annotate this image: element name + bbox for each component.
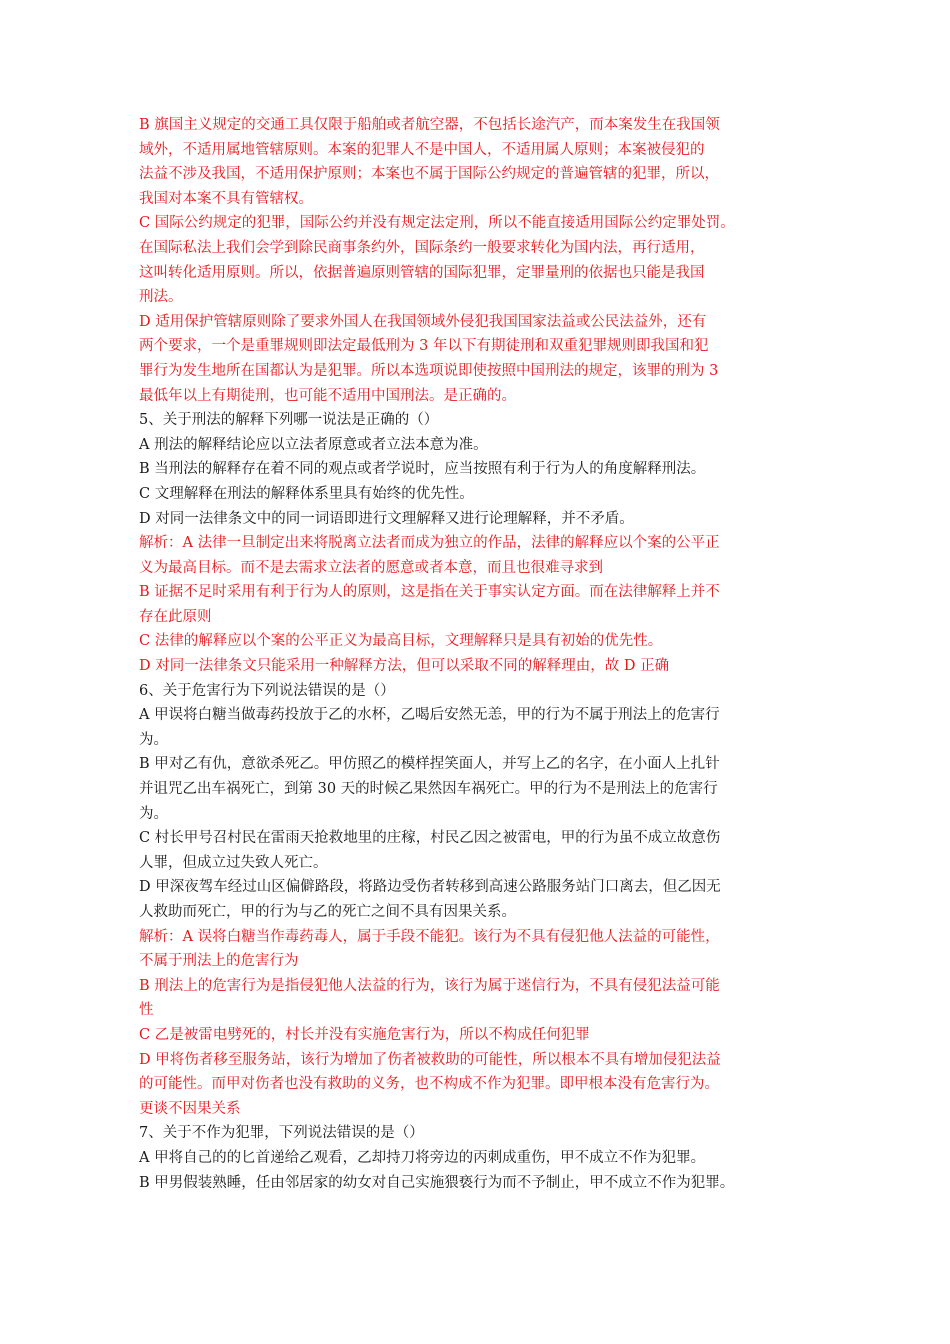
question-heading: 5、关于刑法的解释下列哪一说法是正确的（） (139, 412, 439, 429)
analysis-line: B 证据不足时采用有利于行为人的原则，这是指在关于事实认定方面。而在法律解释上并不 (139, 584, 720, 601)
analysis-line: C 法律的解释应以个案的公平正义为最高目标，文理解释只是具有初始的优先性。 (139, 633, 663, 650)
analysis-line: 义为最高目标。而不是去需求立法者的愿意或者本意，而且也很难寻求到 (139, 559, 603, 576)
analysis-line: 存在此原则 (139, 608, 212, 625)
answer-text-line: 两个要求，一个是重罪规则即法定最低刑为 3 年以下有期徒刑和双重犯罪规则即我国和犯 (139, 338, 709, 355)
analysis-line: B 刑法上的危害行为是指侵犯他人法益的行为，该行为属于迷信行为，不具有侵犯法益可能 (139, 977, 720, 994)
question-option: 人罪，但成立过失致人死亡。 (139, 854, 328, 871)
answer-text-line: 域外，不适用属地管辖原则。本案的犯罪人不是中国人，不适用属人原则；本案被侵犯的 (139, 141, 705, 158)
answer-text-line: 罪行为发生地所在国都认为是犯罪。所以本选项说即使按照中国刑法的规定，该罪的刑为 3 (139, 362, 719, 379)
analysis-line: 不属于刑法上的危害行为 (139, 953, 299, 970)
question-option: D 甲深夜驾车经过山区偏僻路段，将路边受伤者转移到高速公路服务站门口离去，但乙因无 (139, 879, 721, 896)
answer-text-line: 这叫转化适用原则。所以，依据普遍原则管辖的国际犯罪，定罪量刑的依据也只能是我国 (139, 264, 705, 281)
analysis-line: D 对同一法律条文只能采用一种解释方法，但可以采取不同的解释理由，故 D 正确 (139, 658, 670, 675)
question-option: 为。 (139, 805, 168, 822)
question-option: 并诅咒乙出车祸死亡，到第 30 天的时候乙果然因车祸死亡。甲的行为不是刑法上的危害行 (139, 781, 718, 798)
question-option: A 甲将自己的的匕首递给乙观看，乙却持刀将旁边的丙刺成重伤，甲不成立不作为犯罪。 (139, 1149, 706, 1166)
analysis-line: 更谈不因果关系 (139, 1100, 241, 1117)
document-body (139, 113, 839, 1195)
question-heading: 6、关于危害行为下列说法错误的是（） (139, 682, 395, 699)
question-option: B 当刑法的解释存在着不同的观点或者学说时，应当按照有利于行为人的角度解释刑法。 (139, 461, 706, 478)
question-option: A 刑法的解释结论应以立法者原意或者立法本意为准。 (139, 436, 488, 453)
analysis-line: 的可能性。而甲对伤者也没有救助的义务，也不构成不作为犯罪。即甲根本没有危害行为。 (139, 1076, 719, 1093)
answer-text-line: 在国际私法上我们会学到除民商事条约外，国际条约一般要求转化为国内法，再行适用， (139, 239, 705, 256)
analysis-line: 解析：A 误将白糖当作毒药毒人，属于手段不能犯。该行为不具有侵犯他人法益的可能性， (139, 928, 720, 945)
answer-text-line: B 旗国主义规定的交通工具仅限于船舶或者航空器，不包括长途汽产，而本案发生在我国领 (139, 117, 720, 133)
question-option: D 对同一法律条文中的同一词语即进行文理解释又进行论理解释，并不矛盾。 (139, 510, 634, 527)
question-option: B 甲对乙有仇，意欲杀死乙。甲仿照乙的模样捏笑面人，并写上乙的名字，在小面人上扎针 (139, 756, 720, 773)
question-option: 人救助而死亡，甲的行为与乙的死亡之间不具有因果关系。 (139, 904, 516, 920)
question-option: A 甲误将白糖当做毒药投放于乙的水杯，乙喝后安然无恙，甲的行为不属于刑法上的危害行 (139, 707, 720, 724)
analysis-line: 解析：A 法律一旦制定出来将脱离立法者而成为独立的作品，法律的解释应以个案的公平正 (139, 535, 720, 552)
answer-text-line: C 国际公约规定的犯罪，国际公约并没有规定法定刑，所以不能直接适用国际公约定罪处罚。 (139, 215, 735, 232)
answer-text-line: 刑法。 (139, 289, 183, 306)
analysis-line: C 乙是被雷电劈死的，村长并没有实施危害行为，所以不构成任何犯罪 (139, 1026, 590, 1043)
question-option: 为。 (139, 731, 168, 748)
question-option: B 甲男假装熟睡，任由邻居家的幼女对自己实施猥亵行为而不予制止，甲不成立不作为犯罪。 (139, 1174, 735, 1191)
answer-text-line: 法益不涉及我国，不适用保护原则；本案也不属于国际公约规定的普遍管辖的犯罪，所以， (139, 166, 719, 183)
answer-text-line: 我国对本案不具有管辖权。 (139, 190, 313, 207)
analysis-line: 性 (139, 1002, 154, 1019)
question-option: C 文理解释在刑法的解释体系里具有始终的优先性。 (139, 485, 474, 502)
answer-text-line: D 适用保护管辖原则除了要求外国人在我国领域外侵犯我国国家法益或公民法益外，还有 (139, 313, 707, 330)
analysis-line: D 甲将伤者移至服务站，该行为增加了伤者被救助的可能性，所以根本不具有增加侵犯法益 (139, 1051, 721, 1068)
question-heading: 7、关于不作为犯罪，下列说法错误的是（） (139, 1125, 424, 1142)
answer-text-line: 最低年以上有期徒刑，也可能不适用中国刑法。是正确的。 (139, 387, 516, 404)
question-option: C 村长甲号召村民在雷雨天抢救地里的庄稼，村民乙因之被雷电，甲的行为虽不成立故意伤 (139, 830, 721, 847)
